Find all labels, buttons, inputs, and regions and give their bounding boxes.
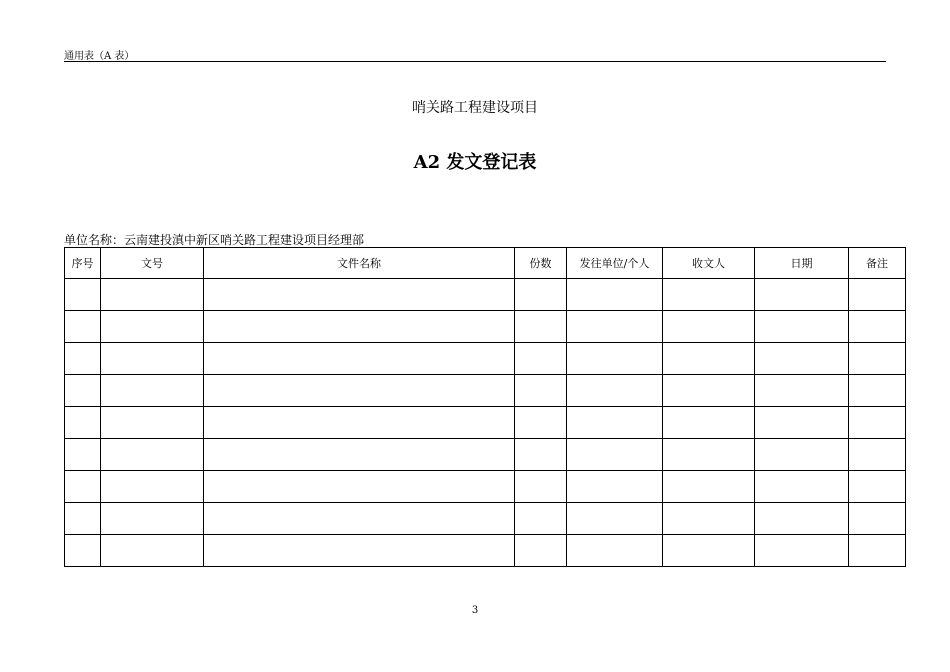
column-header-recipient-unit: 发往单位/个人 xyxy=(567,248,663,279)
table-cell[interactable] xyxy=(849,535,906,567)
table-cell[interactable] xyxy=(663,375,755,407)
table-cell[interactable] xyxy=(755,535,849,567)
page-number: 3 xyxy=(471,605,479,616)
table-cell[interactable] xyxy=(755,375,849,407)
table-cell[interactable] xyxy=(515,279,567,311)
header-row xyxy=(65,248,906,279)
table-row xyxy=(65,375,906,407)
table-cell[interactable] xyxy=(65,503,101,535)
table-cell[interactable] xyxy=(849,343,906,375)
table-cell[interactable] xyxy=(515,439,567,471)
table-cell[interactable] xyxy=(515,343,567,375)
column-header-serial: 序号 xyxy=(65,248,101,279)
table-cell[interactable] xyxy=(65,439,101,471)
form-type-note: 通用表（A 表） xyxy=(64,51,135,62)
table-cell[interactable] xyxy=(65,279,101,311)
table-cell[interactable] xyxy=(663,471,755,503)
column-header-receiver: 收文人 xyxy=(663,248,755,279)
table-cell[interactable] xyxy=(567,279,663,311)
table-cell[interactable] xyxy=(849,407,906,439)
table-cell[interactable] xyxy=(567,311,663,343)
table-cell[interactable] xyxy=(755,343,849,375)
table-cell[interactable] xyxy=(204,471,515,503)
table-cell[interactable] xyxy=(101,343,204,375)
table-cell[interactable] xyxy=(663,439,755,471)
table-cell[interactable] xyxy=(849,471,906,503)
header-rule xyxy=(64,61,886,62)
table-cell[interactable] xyxy=(101,439,204,471)
table-cell[interactable] xyxy=(755,503,849,535)
column-header-doc-number: 文号 xyxy=(101,248,204,279)
table-cell[interactable] xyxy=(65,471,101,503)
table-row xyxy=(65,311,906,343)
table-cell[interactable] xyxy=(204,503,515,535)
table-cell[interactable] xyxy=(663,535,755,567)
table-cell[interactable] xyxy=(65,407,101,439)
table-cell[interactable] xyxy=(65,311,101,343)
table-cell[interactable] xyxy=(849,375,906,407)
table-cell[interactable] xyxy=(515,407,567,439)
table-cell[interactable] xyxy=(101,535,204,567)
dispatch-register-table xyxy=(64,247,906,567)
table-cell[interactable] xyxy=(101,407,204,439)
table-cell[interactable] xyxy=(101,503,204,535)
table-cell[interactable] xyxy=(567,471,663,503)
table-cell[interactable] xyxy=(515,375,567,407)
table-cell[interactable] xyxy=(663,279,755,311)
table-row xyxy=(65,343,906,375)
table-cell[interactable] xyxy=(204,375,515,407)
table-cell[interactable] xyxy=(204,407,515,439)
table-cell[interactable] xyxy=(515,503,567,535)
table-cell[interactable] xyxy=(204,279,515,311)
table-cell[interactable] xyxy=(204,343,515,375)
table-cell[interactable] xyxy=(663,407,755,439)
table-row xyxy=(65,279,906,311)
table-cell[interactable] xyxy=(849,279,906,311)
table-cell[interactable] xyxy=(567,343,663,375)
table-cell[interactable] xyxy=(567,503,663,535)
table-cell[interactable] xyxy=(65,343,101,375)
table-cell[interactable] xyxy=(663,311,755,343)
table-cell[interactable] xyxy=(515,535,567,567)
table-body xyxy=(65,279,906,567)
table-cell[interactable] xyxy=(755,471,849,503)
table-cell[interactable] xyxy=(101,279,204,311)
table-cell[interactable] xyxy=(755,439,849,471)
table-cell[interactable] xyxy=(515,311,567,343)
table-cell[interactable] xyxy=(755,407,849,439)
table-cell[interactable] xyxy=(567,439,663,471)
table-row xyxy=(65,439,906,471)
column-header-date: 日期 xyxy=(755,248,849,279)
table-cell[interactable] xyxy=(755,311,849,343)
table-row xyxy=(65,471,906,503)
table-cell[interactable] xyxy=(663,343,755,375)
table-cell[interactable] xyxy=(204,535,515,567)
table-cell[interactable] xyxy=(849,439,906,471)
table-row xyxy=(65,503,906,535)
table-cell[interactable] xyxy=(663,503,755,535)
table-cell[interactable] xyxy=(65,375,101,407)
table-cell[interactable] xyxy=(204,439,515,471)
column-header-doc-name: 文件名称 xyxy=(204,248,515,279)
project-title: 哨关路工程建设项目 xyxy=(412,100,538,116)
table-cell[interactable] xyxy=(567,535,663,567)
table-cell[interactable] xyxy=(515,471,567,503)
table-cell[interactable] xyxy=(101,471,204,503)
table-cell[interactable] xyxy=(755,279,849,311)
table-cell[interactable] xyxy=(567,407,663,439)
column-header-remarks: 备注 xyxy=(849,248,906,279)
table-cell[interactable] xyxy=(567,375,663,407)
table-row xyxy=(65,535,906,567)
column-header-copies: 份数 xyxy=(515,248,567,279)
table-row xyxy=(65,407,906,439)
table-cell[interactable] xyxy=(101,375,204,407)
table-cell[interactable] xyxy=(204,311,515,343)
table-cell[interactable] xyxy=(849,503,906,535)
table-cell[interactable] xyxy=(65,535,101,567)
form-title: A2 发文登记表 xyxy=(413,152,537,173)
table-cell[interactable] xyxy=(101,311,204,343)
table-cell[interactable] xyxy=(849,311,906,343)
unit-name-line: 单位名称：云南建投滇中新区哨关路工程建设项目经理部 xyxy=(64,233,365,247)
